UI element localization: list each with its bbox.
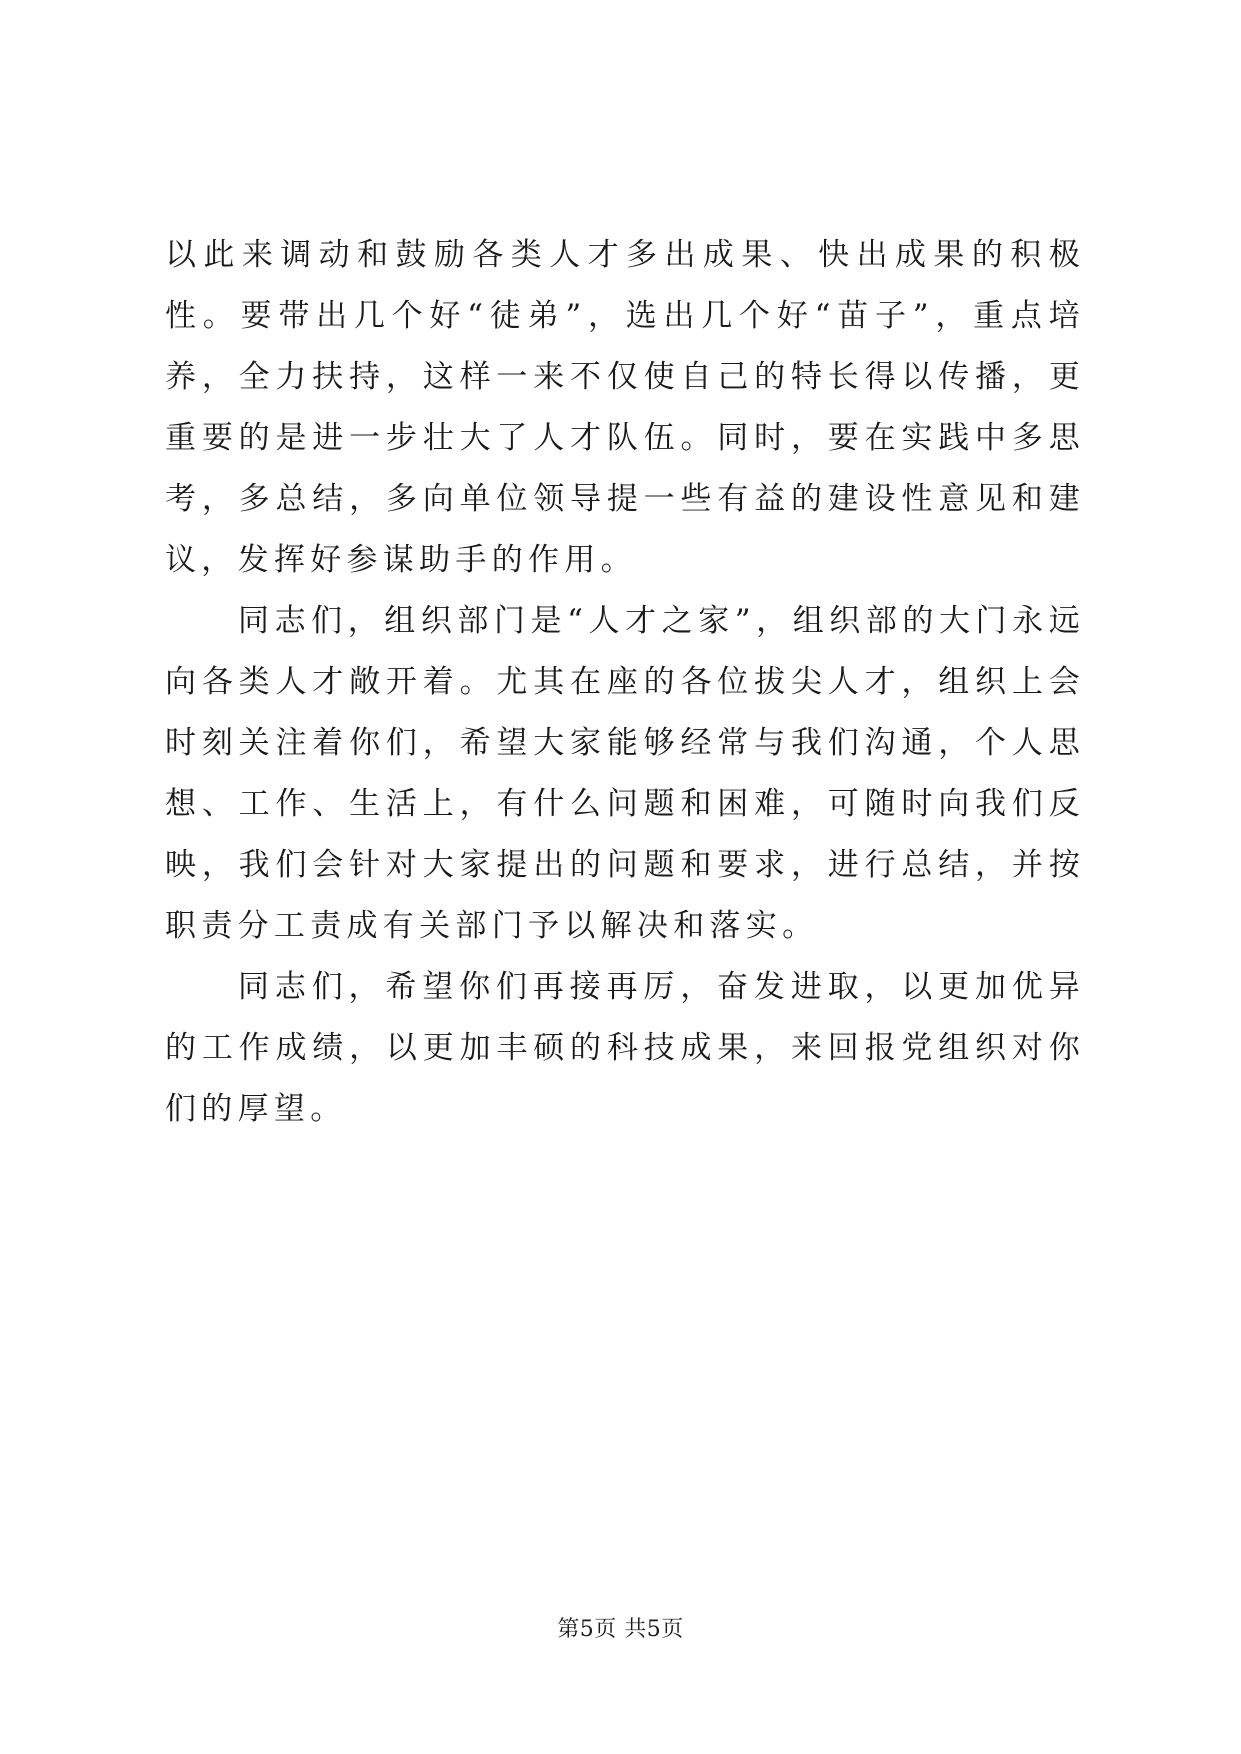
page-footer: 第5页 共5页 bbox=[557, 1617, 684, 1642]
paragraph-2: 同志们，组织部门是“人才之家”，组织部的大门永远向各类人才敞开着。尤其在座的各位拔尖人才，组织上会时刻关注着你们，希望大家能够经常与我们沟通，个人思想、工作、生活上，有什么问题和困难，可随时向我们反映，我们会针对大家提出的问题和要求，进行总结，并按职责分工责成有关部门予以解决和落实。 bbox=[165, 603, 1085, 944]
body-text bbox=[165, 225, 1085, 1140]
paragraph-3: 同志们，希望你们再接再厉，奋发进取，以更加优异的工作成绩，以更加丰硕的科技成果，来回报党组织对你们的厚望。 bbox=[165, 969, 1085, 1127]
paragraph-1: 以此来调动和鼓励各类人才多出成果、快出成果的积极性。要带出几个好“徒弟”，选出几个好“苗子”，重点培养，全力扶持，这样一来不仅使自己的特长得以传播，更重要的是进一步壮大了人才队伍。同时，要在实践中多思考，多总结，多向单位领导提一些有益的建设性意见和建议，发挥好参谋助手的作用。 bbox=[165, 237, 1085, 578]
